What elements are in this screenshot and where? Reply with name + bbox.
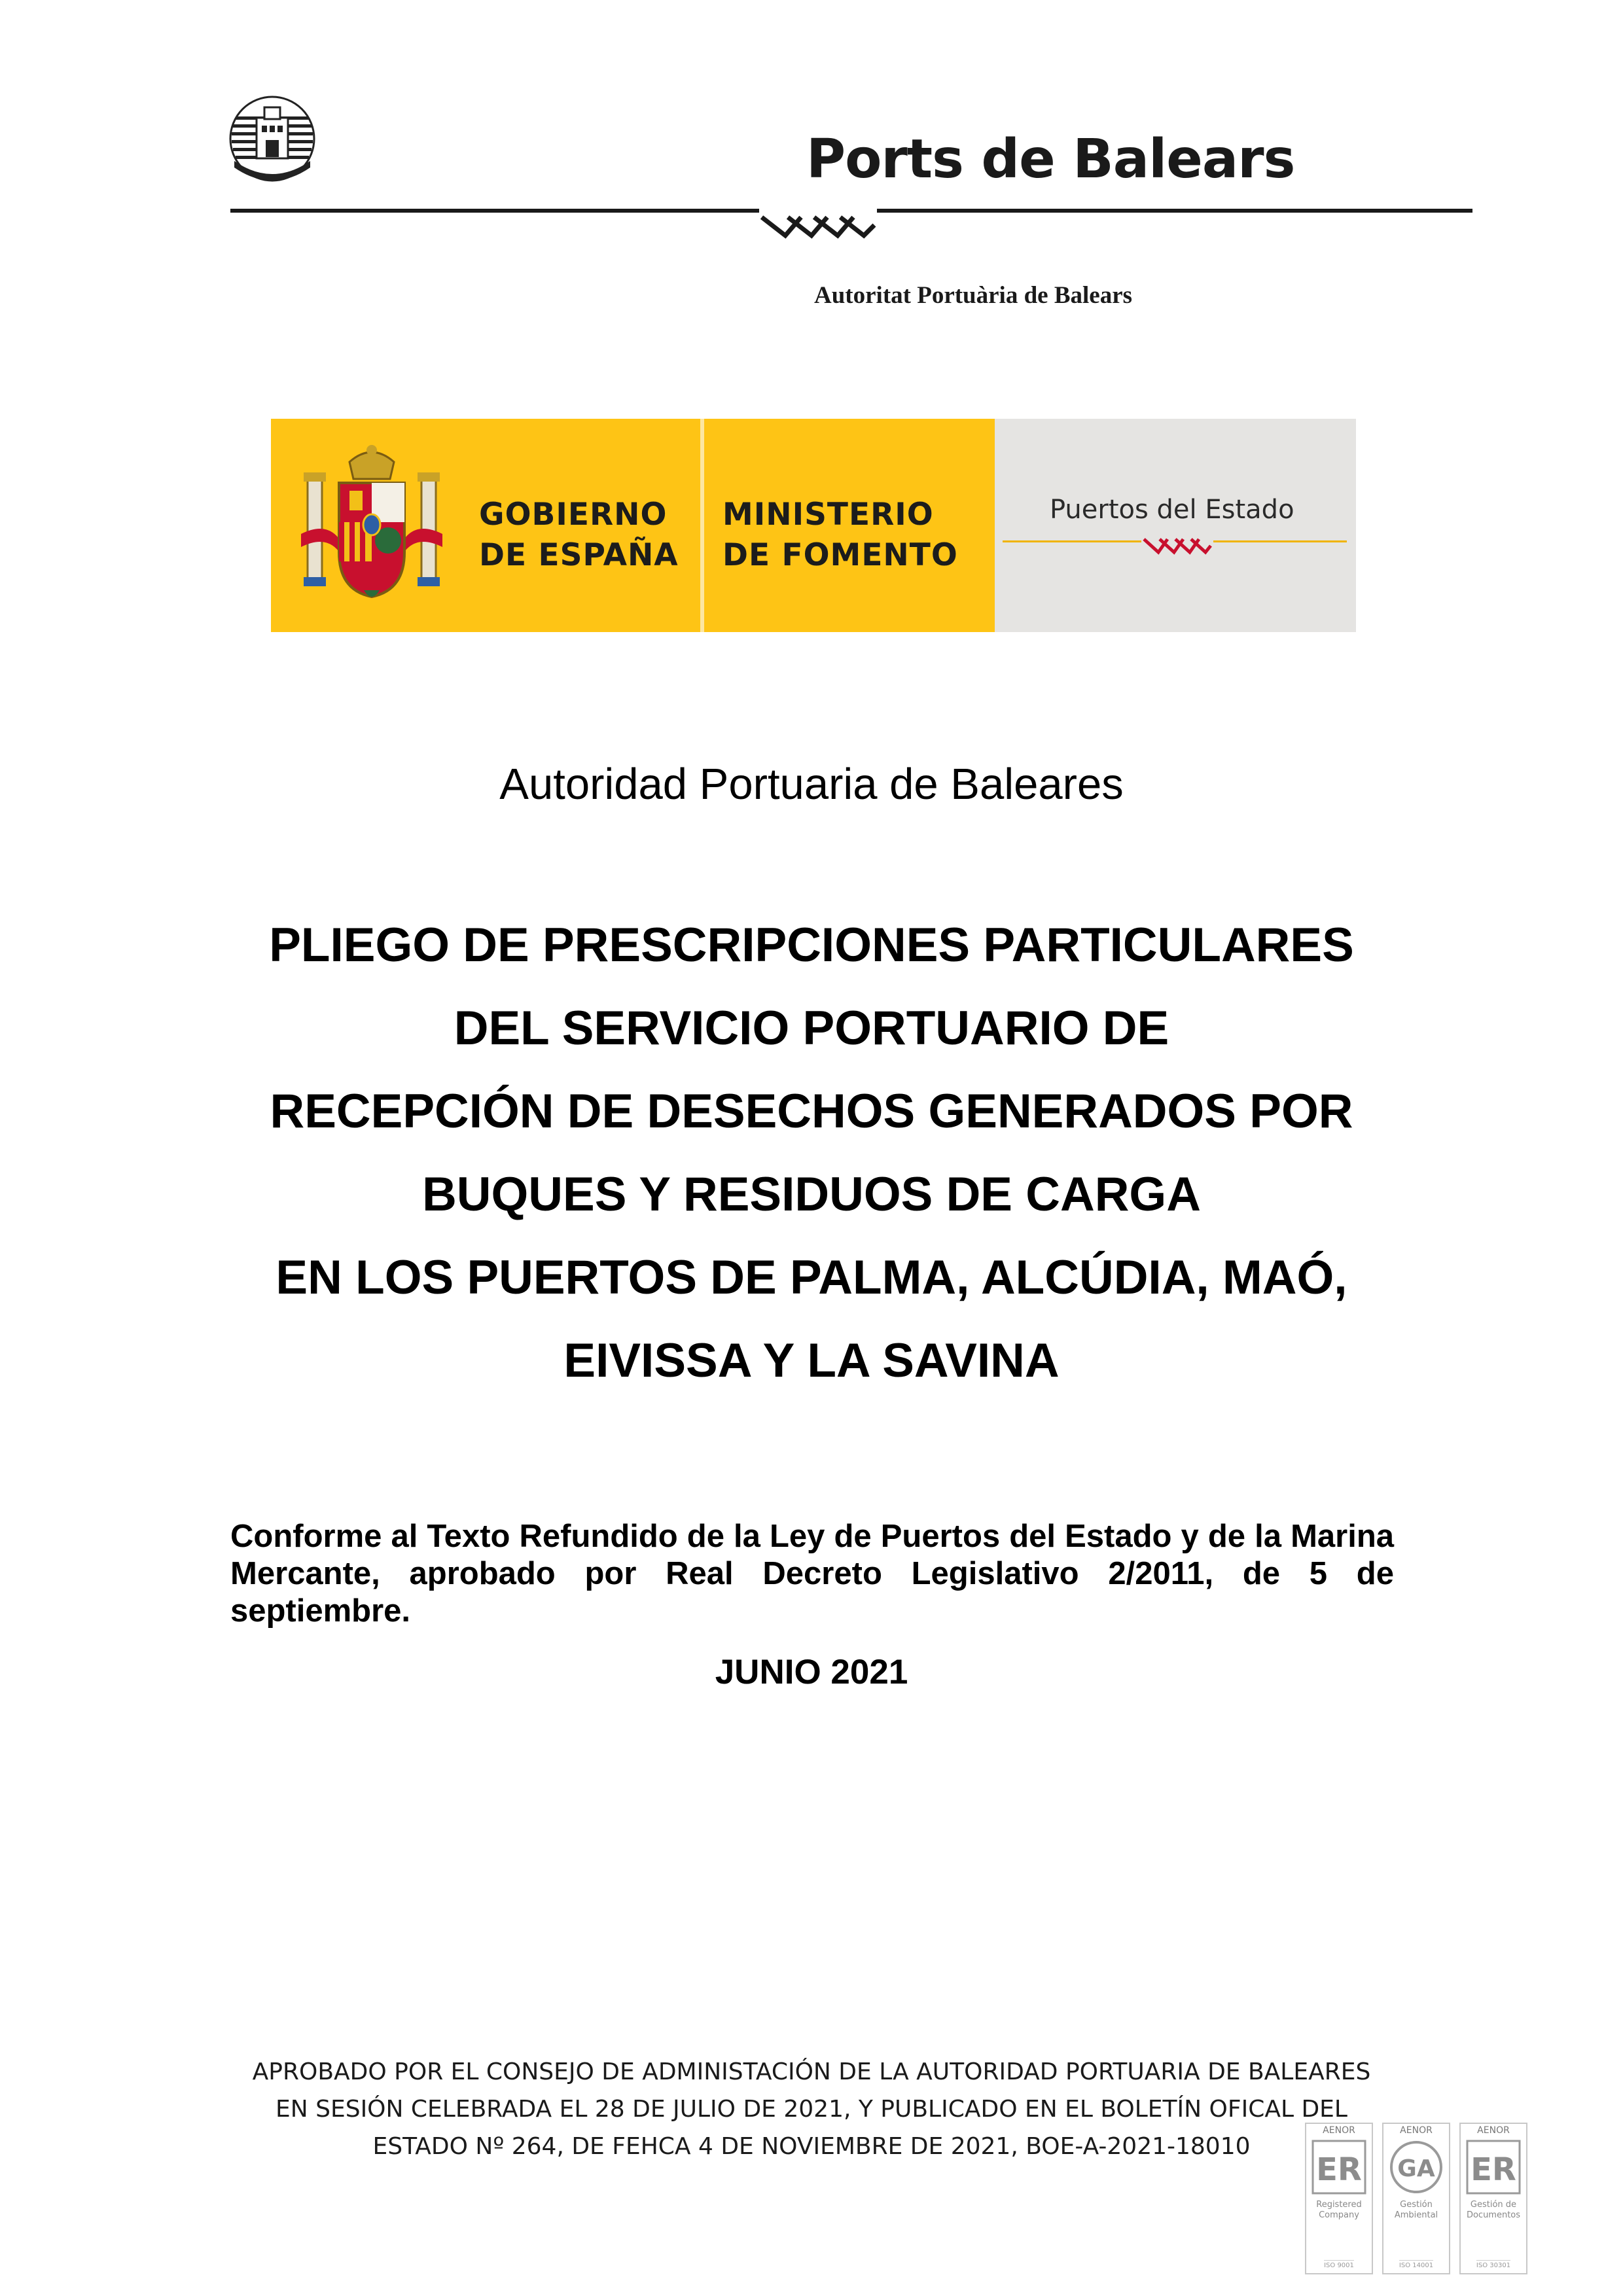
coat-of-arms-icon bbox=[301, 442, 442, 606]
cert-iso: ISO 30301 bbox=[1476, 2260, 1510, 2269]
title-line: BUQUES Y RESIDUOS DE CARGA bbox=[422, 1168, 1201, 1221]
document-date: JUNIO 2021 bbox=[715, 1653, 908, 1691]
gobierno-line-2: DE ESPAÑA bbox=[479, 537, 679, 573]
approval-line: ESTADO Nº 264, DE FEHCA 4 DE NOVIEMBRE DE 2021, BOE-A-2021-18010 bbox=[372, 2133, 1251, 2160]
ministerio-line-2: DE FOMENTO bbox=[722, 537, 958, 573]
svg-text:ER: ER bbox=[1316, 2151, 1362, 2188]
cert-iso: ISO 14001 bbox=[1399, 2260, 1433, 2269]
puertos-wave-icon bbox=[1141, 531, 1213, 561]
title-line: DEL SERVICIO PORTUARIO DE bbox=[454, 1002, 1169, 1055]
org-subtitle: Autoritat Portuària de Balears bbox=[814, 282, 1133, 309]
ports-de-balears-emblem-icon bbox=[229, 96, 315, 182]
cert-brand: AENOR bbox=[1400, 2125, 1433, 2136]
certification-badges bbox=[1305, 2123, 1527, 2274]
cert-label: Gestión de Documentos bbox=[1466, 2200, 1521, 2220]
conformity-statement: Conforme al Texto Refundido de la Ley de Puertos del Estado y de la Marina Mercante, aprobado por Real Decreto Legislativo 2/2011, de 5 de septiembre. bbox=[230, 1519, 1394, 1629]
gobierno-section bbox=[271, 419, 700, 632]
title-line: PLIEGO DE PRESCRIPCIONES PARTICULARES bbox=[269, 919, 1354, 972]
cert-label: Gestión Ambiental bbox=[1394, 2200, 1438, 2220]
approval-line: APROBADO POR EL CONSEJO DE ADMINISTACIÓN DE LA AUTORIDAD PORTUARIA DE BALEARES bbox=[252, 2058, 1371, 2085]
approval-line: EN SESIÓN CELEBRADA EL 28 DE JULIO DE 2021, Y PUBLICADO EN EL BOLETÍN OFICAL DEL bbox=[276, 2096, 1347, 2123]
ga-mark-icon bbox=[1389, 2140, 1444, 2195]
cert-iso: ISO 9001 bbox=[1324, 2260, 1354, 2269]
government-banner bbox=[271, 419, 1356, 632]
ministerio-line-1: MINISTERIO bbox=[722, 497, 934, 533]
document-title bbox=[0, 904, 1623, 1402]
svg-text:ER: ER bbox=[1471, 2151, 1516, 2188]
title-line: EN LOS PUERTOS DE PALMA, ALCÚDIA, MAÓ, bbox=[276, 1251, 1347, 1304]
cert-brand: AENOR bbox=[1477, 2125, 1510, 2136]
certification-badge bbox=[1459, 2123, 1527, 2274]
er-mark-icon bbox=[1466, 2140, 1521, 2195]
title-line: RECEPCIÓN DE DESECHOS GENERADOS POR bbox=[270, 1085, 1353, 1138]
puertos-del-estado-section bbox=[995, 419, 1356, 632]
ports-wave-icon bbox=[759, 208, 877, 247]
svg-text:GA: GA bbox=[1397, 2155, 1435, 2182]
authority-name: Autoridad Portuaria de Baleares bbox=[499, 760, 1124, 809]
puertos-del-estado-label: Puertos del Estado bbox=[1050, 495, 1294, 525]
org-name: Ports de Balears bbox=[806, 128, 1295, 190]
cert-brand: AENOR bbox=[1323, 2125, 1355, 2136]
certification-badge bbox=[1382, 2123, 1450, 2274]
cert-label: Registered Company bbox=[1316, 2200, 1362, 2220]
er-mark-icon bbox=[1311, 2140, 1366, 2195]
title-line: EIVISSA Y LA SAVINA bbox=[563, 1334, 1060, 1387]
certification-badge bbox=[1305, 2123, 1373, 2274]
ministerio-section bbox=[704, 419, 995, 632]
gobierno-line-1: GOBIERNO bbox=[479, 497, 668, 533]
